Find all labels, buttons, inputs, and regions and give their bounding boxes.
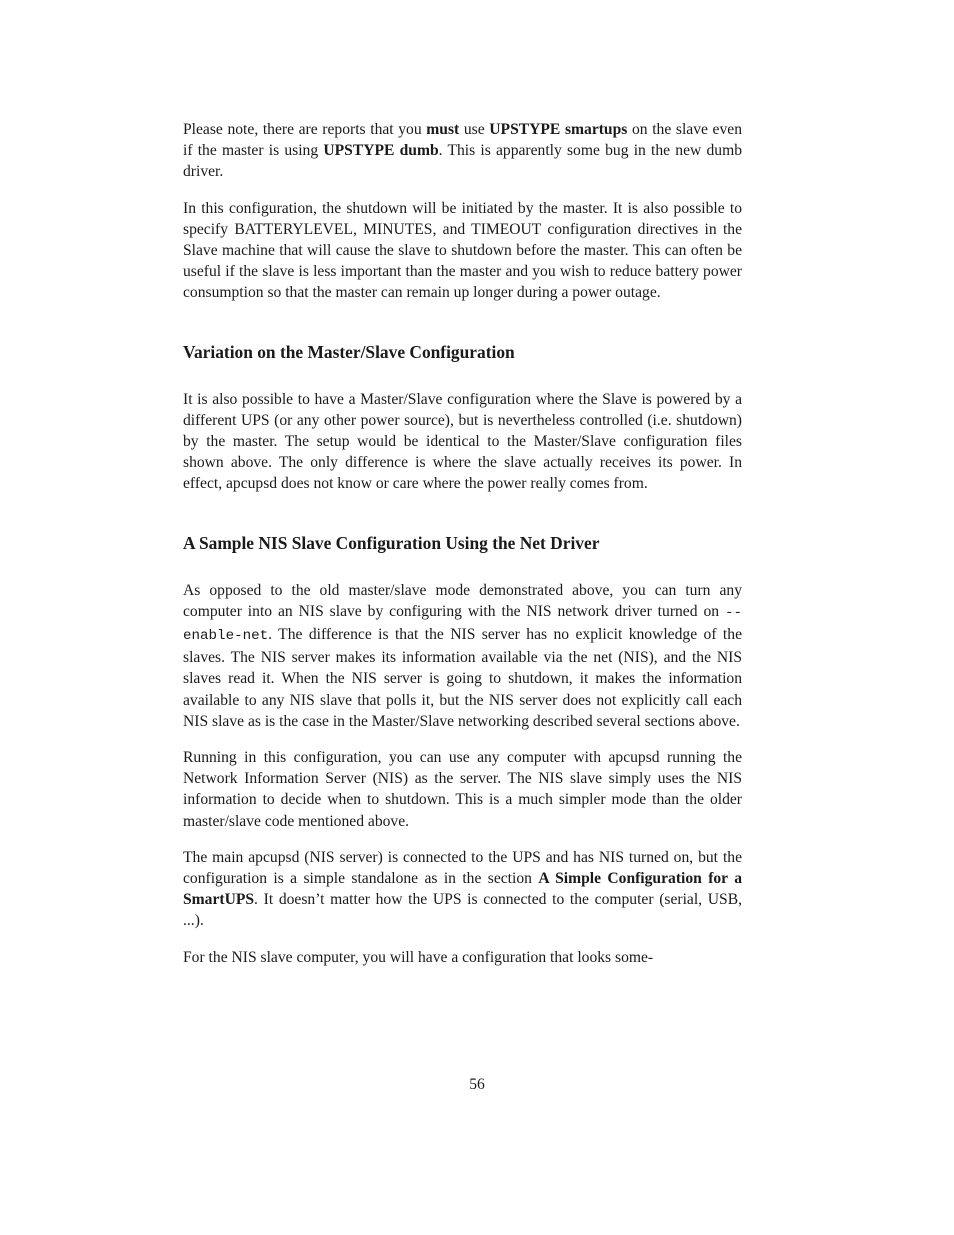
paragraph-running-config: Running in this configuration, you can use any computer with apcupsd running the Network Information Server (NIS) as the server. The NIS slave simply uses the NIS information to decide when to shutdown. This is a much simpler mode than the older master/slave code mentioned above. — [183, 749, 742, 830]
text-run: The main apcupsd (NIS server) is connected to the UPS and has NIS turned on, but the configuration is a simple standalone as in the section — [183, 848, 742, 888]
section-heading-nis-slave: A Sample NIS Slave Configuration Using the Net Driver — [183, 532, 600, 553]
page-number: 56 — [469, 1076, 485, 1093]
bold-section-reference: A Simple Configuration for a SmartUPS — [183, 870, 742, 909]
paragraph-upstype-note — [183, 119, 742, 183]
bold-upstype-smartups: UPSTYPE smartups — [489, 121, 628, 138]
paragraph-shutdown-config: In this configuration, the shutdown will be initiated by the master. It is also possible to specify BATTERYLEVEL, MINUTES, and TIMEOUT configuration directives in the Slave machine that will cause the slave to shutdown before the master. This can often be useful if the slave is less important than the master and you wish to reduce battery power consumption so that the master can remain up longer during a power outage. — [183, 199, 742, 302]
paragraph-nis-intro — [183, 580, 742, 732]
text-run: Please note, there are reports that you — [183, 121, 427, 138]
paragraph-variation: It is also possible to have a Master/Slave configuration where the Slave is powered by a different UPS (or any other power source), but is nevertheless controlled (i.e. shutdown) by the master. The setup would be identical to the Master/Slave configuration files shown above. The only difference is where the slave actually receives its power. In effect, apcupsd does not know or care where the power really comes from. — [183, 390, 742, 493]
section-heading-variation: Variation on the Master/Slave Configuration — [183, 341, 515, 362]
text-run: As opposed to the old master/slave mode demonstrated above, you can turn any computer into an NIS slave by configuring with the NIS network driver turned on — [183, 581, 742, 620]
text-run: use — [459, 121, 490, 138]
text-run: . The difference is that the NIS server has no explicit knowledge of the slaves. The NIS server makes its information available via the net (NIS), and the NIS slaves read it. When the NIS server is going to shutdown, it makes the information available to any NIS slave that polls it, but the NIS server does not explicitly call each NIS slave as is the case in the Master/Slave networking described several sections above. — [183, 626, 742, 730]
bold-upstype-dumb: UPSTYPE dumb — [323, 142, 439, 160]
text-run: on the slave even if the master is using — [183, 121, 742, 160]
text-run: . This is apparently some bug in the new dumb driver. — [183, 142, 742, 181]
paragraph-nis-slave-computer: For the NIS slave computer, you will have a configuration that looks some- — [183, 948, 654, 966]
code-enable-net: --enable-net — [183, 604, 742, 645]
bold-must: must — [426, 121, 460, 138]
document-body — [183, 119, 742, 968]
text-run: . It doesn’t matter how the UPS is connected to the computer (serial, USB, ...). — [183, 891, 742, 930]
paragraph-main-apcupsd — [183, 847, 742, 932]
